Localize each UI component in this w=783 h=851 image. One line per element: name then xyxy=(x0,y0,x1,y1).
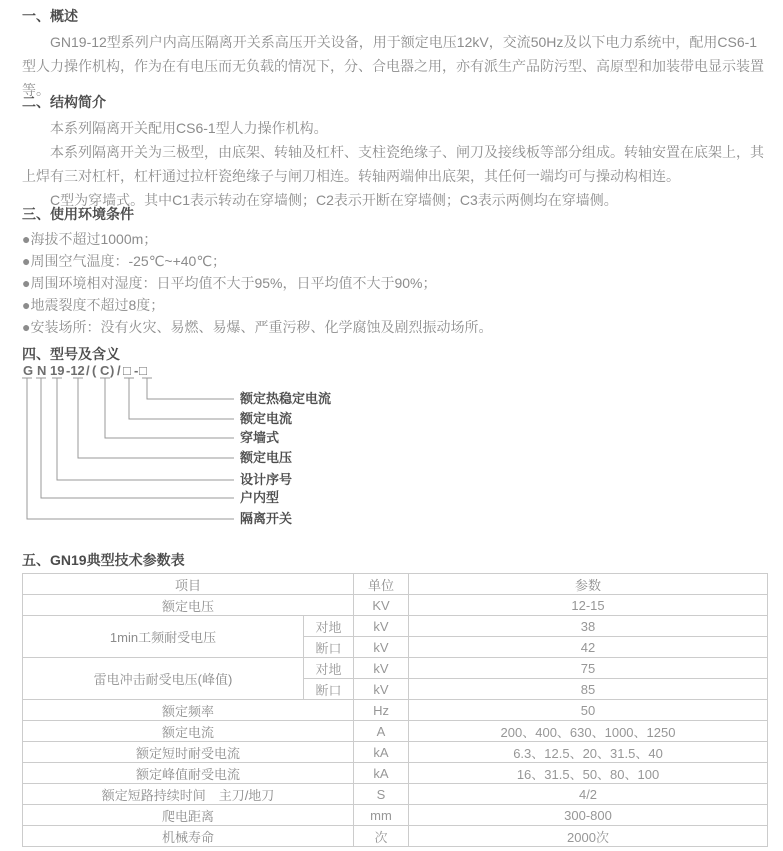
unit-cell: mm xyxy=(354,805,409,826)
sub-cell: 断口 xyxy=(304,637,354,658)
table-row xyxy=(23,805,768,826)
unit-cell: A xyxy=(354,721,409,742)
item-cell: 机械寿命 xyxy=(23,826,354,847)
table-row xyxy=(23,742,768,763)
designation-label: 设计序号 xyxy=(240,472,293,487)
unit-cell: kV xyxy=(354,637,409,658)
value-cell: 2000次 xyxy=(409,826,768,847)
table-row xyxy=(23,763,768,784)
sub-cell: 对地 xyxy=(304,658,354,679)
value-cell: 6.3、12.5、20、31.5、40 xyxy=(409,742,768,763)
item-cell: 额定峰值耐受电流 xyxy=(23,763,354,784)
item-cell: 1min工频耐受电压 xyxy=(23,616,304,658)
item-cell: 额定短时耐受电流 xyxy=(23,742,354,763)
environment-item: ●安装场所：没有火灾、易燃、易爆、严重污秽、化学腐蚀及剧烈振动场所。 xyxy=(22,319,493,335)
section-parameters xyxy=(22,552,767,847)
designation-connector-lines xyxy=(22,364,742,532)
item-cell: 额定短路持续时间 主刀/地刀 xyxy=(23,784,354,805)
item-cell: 额定电压 xyxy=(23,595,354,616)
item-cell: 额定电流 xyxy=(23,721,354,742)
model-part: / xyxy=(117,363,121,378)
table-header-row xyxy=(23,574,768,595)
table-row xyxy=(23,616,768,637)
table-row xyxy=(23,826,768,847)
model-designation-diagram xyxy=(22,364,762,546)
structure-paragraph-1: 本系列隔离开关配用CS6-1型人力操作机构。 xyxy=(50,120,328,136)
section-structure xyxy=(22,94,767,212)
unit-cell: 次 xyxy=(354,826,409,847)
section-environment xyxy=(22,206,767,338)
table-row xyxy=(23,700,768,721)
overview-paragraph: GN19-12型系列户内高压隔离开关系高压开关设备，用于额定电压12kV，交流50Hz及以下电力系统中，配用CS6-1型人力操作机构，作为在有电压而无负载的情况下，分、合电器之用，亦有派生产品防污型、高原型和加装带电显示装置等。 xyxy=(22,34,764,98)
unit-cell: S xyxy=(354,784,409,805)
designation-label: 户内型 xyxy=(240,490,280,505)
unit-cell: kV xyxy=(354,679,409,700)
environment-item: ●地震裂度不超过8度； xyxy=(22,297,165,313)
designation-label: 额定热稳定电流 xyxy=(240,391,332,406)
section-overview-title: 一、概述 xyxy=(22,8,78,24)
unit-cell: Hz xyxy=(354,700,409,721)
unit-cell: kV xyxy=(354,658,409,679)
model-part: - xyxy=(134,363,139,378)
value-cell: 16、31.5、50、80、100 xyxy=(409,763,768,784)
designation-label: 隔离开关 xyxy=(240,511,293,526)
value-cell: 75 xyxy=(409,658,768,679)
model-part: -12 xyxy=(66,363,85,378)
model-part: G xyxy=(23,363,34,378)
table-row xyxy=(23,595,768,616)
value-cell: 200、400、630、1000、1250 xyxy=(409,721,768,742)
sub-cell: 断口 xyxy=(304,679,354,700)
header-param: 参数 xyxy=(409,574,768,595)
section-overview xyxy=(22,8,767,102)
model-part: 19 xyxy=(50,363,65,378)
value-cell: 50 xyxy=(409,700,768,721)
structure-paragraph-2: 本系列隔离开关为三极型，由底架、转轴及杠杆、支柱瓷绝缘子、闸刀及接线板等部分组成。转轴安置在底架上，其上焊有三对杠杆，杠杆通过拉杆瓷绝缘子与闸刀相连。转轴两端伸出底架，其任何一端均可与操动构相连。 xyxy=(22,144,764,184)
item-cell: 爬电距离 xyxy=(23,805,354,826)
header-unit: 单位 xyxy=(354,574,409,595)
model-part: □ xyxy=(139,363,147,378)
table-row xyxy=(23,658,768,679)
value-cell: 300-800 xyxy=(409,805,768,826)
section-model xyxy=(22,346,767,546)
structure-paragraph-3: C型为穿墙式。其中C1表示转动在穿墙侧；C2表示开断在穿墙侧；C3表示两侧均在穿墙侧。 xyxy=(50,192,618,208)
unit-cell: KV xyxy=(354,595,409,616)
value-cell: 38 xyxy=(409,616,768,637)
section-environment-title: 三、使用环境条件 xyxy=(22,206,134,222)
section-parameters-title: 五、GN19典型技术参数表 xyxy=(22,552,185,568)
table-row xyxy=(23,721,768,742)
model-part: ) xyxy=(110,363,115,378)
item-cell: 额定频率 xyxy=(23,700,354,721)
unit-cell: kA xyxy=(354,742,409,763)
environment-item: ●海拔不超过1000m； xyxy=(22,231,158,247)
designation-label: 穿墙式 xyxy=(240,430,280,445)
designation-label: 额定电流 xyxy=(240,411,293,426)
parameters-table xyxy=(22,573,768,847)
sub-cell: 对地 xyxy=(304,616,354,637)
environment-item: ●周围空气温度：-25℃~+40℃； xyxy=(22,253,227,269)
model-part: □ xyxy=(123,363,131,378)
model-part: / xyxy=(86,363,90,378)
unit-cell: kA xyxy=(354,763,409,784)
value-cell: 85 xyxy=(409,679,768,700)
value-cell: 4/2 xyxy=(409,784,768,805)
unit-cell: kV xyxy=(354,616,409,637)
model-part: C xyxy=(100,363,110,378)
environment-item: ●周围环境相对湿度：日平均值不大于95%，日平均值不大于90%； xyxy=(22,275,437,291)
section-model-title: 四、型号及含义 xyxy=(22,346,120,362)
model-part: N xyxy=(37,363,47,378)
model-part: ( xyxy=(92,363,97,378)
header-item: 项目 xyxy=(23,574,354,595)
item-cell: 雷电冲击耐受电压(峰值) xyxy=(23,658,304,700)
value-cell: 12-15 xyxy=(409,595,768,616)
section-structure-title: 二、结构简介 xyxy=(22,94,106,110)
table-row xyxy=(23,784,768,805)
designation-label: 额定电压 xyxy=(240,450,293,465)
value-cell: 42 xyxy=(409,637,768,658)
